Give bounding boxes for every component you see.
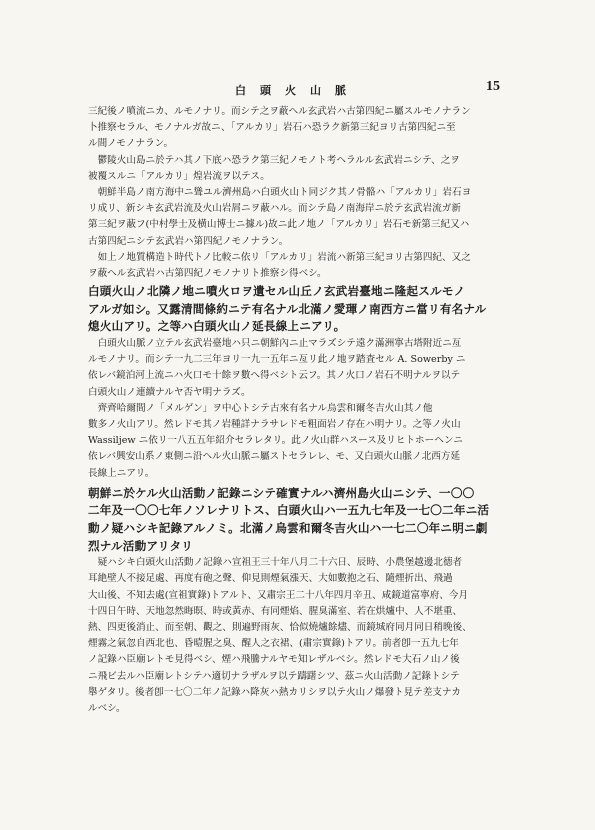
paragraph-3: 朝鮮半島ノ南方海中ニ聳ユル濟州島ハ白頭火山ト同ジク其ノ骨骼ハ「アルカリ」岩石ヨ リ成リ、新シキ玄武岩流及火山岩屑ニヲ蔽ハル。而シテ島ノ南海岸ニ於テ玄武岩流ガ新 第三紀ヲ蔽フ(中村學士及横山博士ニ據ル)故ニ此ノ地ノ「アルカリ」岩石モ新第三紀又ハ 古第四紀ニシテ玄武岩ハ第四紀ノモノナラン。	[88, 187, 472, 247]
bold-heading-2: 朝鮮ニ於ケル火山活動ノ記錄ニシテ確實ナルハ濟州島火山ニシテ、一〇〇 二年及一〇〇七年ノソレナリトス、白頭火山ハ一五九七年及一七〇二年ニ活 動ノ疑ハシキ記錄アルノミ。北滿ノ烏雲和爾冬吉火山ハ一七二〇年ニ明ニ劇 烈ナル活動アリタリ	[88, 485, 490, 553]
paragraph-2: 鬱陵火山島ニ於テハ其ノ下底ハ恐ラク第三紀ノモノト考ヘラルル玄武岩ニシテ、之ヲ 被覆スルニ「アルカリ」煌岩流ヲ以テス。	[88, 154, 460, 182]
paragraph-5: 白頭火山脈ノ立テル玄武岩臺地ハ只ニ朝鮮內ニ止マラズシテ遠ク滿洲寧古塔附近ニ亙 ルモノナリ。而シテ一九二三年ヨリ一九一五年ニ亙リ此ノ地ヲ踏査セル A. Sowerby ニ 依レバ鏡泊河上流ニハ火口モ十餘ヲ數へ得ベシト云フ。其ノ火口ノ岩石不明ナルヲ以テ 白頭火山ノ連續ナルヤ否ヤ明ナラズ。	[88, 338, 466, 398]
paragraph-1: 三紀後ノ噴流ニカ、ルモノナリ。而シテ之ヲ蔽ヘル玄武岩ハ古第四紀ニ屬スルモノナラン 卜推察セラル、モノナルガ故ニ、「アルカリ」岩石ハ恐ラク新第三紀ヨリ古第四紀ニ至 ル間ノモノナラン。	[88, 106, 471, 150]
page-number: 15	[486, 79, 500, 94]
page-body	[88, 104, 510, 717]
bold-heading-1: 白頭火山ノ北隣ノ地ニ噴火ロヲ遺セル山丘ノ玄武岩臺地ニ隆起スルモノ アルガ如シ。又露清間條約ニテ有名ナル北滿ノ愛琿ノ南西方ニ當リ有名ナル 熄火山アリ。之等ハ白頭火山ノ延長線上ニアリ。	[88, 284, 487, 334]
paragraph-4: 如上ノ地質構造ト時代トノ比較ニ依リ「アルカリ」岩流ハ新第三紀ヨリ古第四紀、又之 ヲ蔽ヘル玄武岩ハ古第四紀ノモノナリト推察シ得ベシ。	[88, 251, 471, 280]
running-title: 白頭火山脈	[235, 84, 360, 97]
paragraph-7: 疑ハシキ白頭火山活動ノ記錄ハ宣祖王三十年八月二十六日、辰時、小農堡越邊北德者 耳絶壁人不接足處、再度有砲之聲、仰見則煙氣漲天、大如數抱之石、隨煙折出、飛過 大山後、不知去處(宣祖實錄)トアルト、又肅宗王二十八年四月辛丑、咸鏡道富寧府、今月 十四日午時、天地忽然晦暝、時或黃赤、有同煙焰、腥臭滿室、若在烘爐中、人不堪重、 熱、四更後消止、而至朝、觀之、則遍野雨灰、恰似燒爐餘燼、而鏡城府同月同日稍晚後、 煙霧之氣忽自西北也、昏曀腥之臭、醒人之衣裙、(肅宗實錄)トアリ。前者卽一五九七年 ノ記錄ハ臣廟レトモ見得ベシ、煙ハ飛騰ナルヤモ知レザルベシ。然レドモ大石ノ山ノ後 ニ飛ビ去ルハ臣廟レトシテハ適切ナラザルヲ以テ躊躇シツ、茲ニ火山活動ノ記錄トシテ 舉ゲタリ。後者卽一七〇二年ノ記錄ハ降灰ハ熱カリシヲ以テ火山ノ爆發ト見テ差支ナカ ルベシ。	[88, 557, 472, 715]
page-header	[0, 79, 595, 102]
paragraph-6: 齊齊哈爾間ノ「メルゲン」ヲ中心トシテ古來有名ナル烏雲和爾冬吉火山其ノ他 數多ノ火山アリ。然レドモ其ノ岩種詳ナラサレドモ粗面岩ノ存在ハ明ナリ。之等ノ火山 Wassiljew ニ依リ一八五五年紹介セラレタリ。此ノ火山群ハスース及リヒトホーヘンニ 依レバ興安山系ノ東側ニ沿ヘル火山脈ニ屬ストセラレレ、モ、又白頭火山脈ノ北西方延 長線上ニアリ。	[88, 402, 464, 479]
